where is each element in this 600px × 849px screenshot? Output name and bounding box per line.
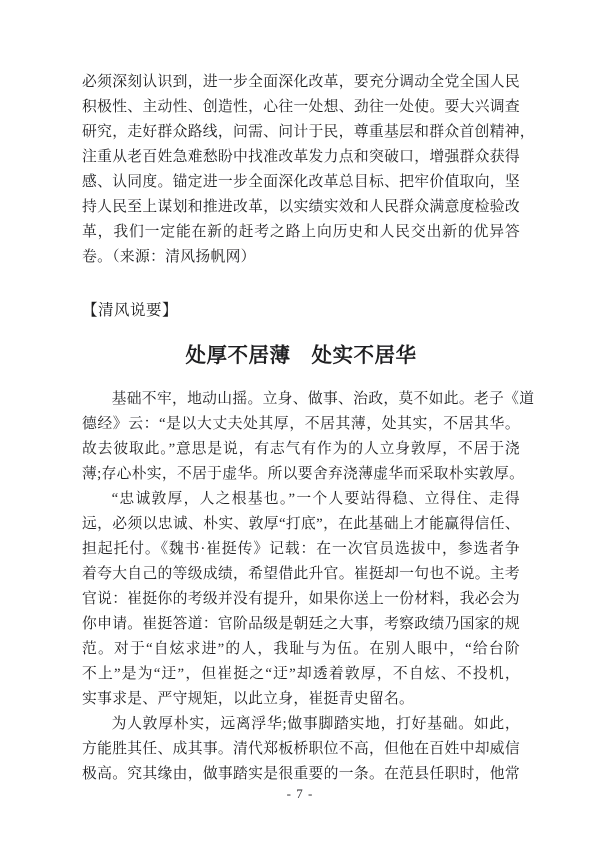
text-line: 德经》云：“是以大丈夫处其厚，不居其薄，处其实，不居其华。	[82, 416, 520, 432]
text-line: 不上”是为“迂”，但崔挺之“迂”却透着敦厚，不自炫、不投机，	[82, 666, 520, 682]
page-content	[82, 70, 535, 787]
article-paragraph-3	[82, 712, 520, 787]
article-paragraph-1	[82, 387, 535, 487]
text-line: 必须深刻认识到，进一步全面深化改革，要充分调动全党全国人民	[82, 74, 520, 90]
text-line: “忠诚敦厚，人之根基也。”一个人要站得稳、立得住、走得	[111, 491, 520, 507]
text-line: 极高。究其缘由，做事踏实是很重要的一条。在范县任职时，他常	[82, 766, 520, 782]
text-line: 卷。（来源：清风扬帆网）	[82, 249, 256, 265]
text-line: 革，我们一定能在新的赶考之路上向历史和人民交出新的优异答	[82, 224, 520, 240]
text-line: 基础不牢，地动山摇。立身、做事、治政，莫不如此。老子《道	[111, 391, 535, 407]
text-line: 担起托付。《魏书·崔挺传》记载：在一次官员选拔中，参选者争	[82, 541, 520, 557]
text-line: 实事求是、严守规矩，以此立身，崔挺青史留名。	[82, 691, 415, 707]
text-line: 持人民至上谋划和推进改革，以实绩实效和人民群众满意度检验改	[82, 199, 520, 215]
text-line: 你申请。崔挺答道：官阶品级是朝廷之大事，考察政绩乃国家的规	[82, 616, 520, 632]
article-paragraph-2	[82, 487, 520, 712]
text-line: 方能胜其任、成其事。清代郑板桥职位不高，但他在百姓中却威信	[82, 741, 520, 757]
text-line: 研究，走好群众路线，问需、问计于民，尊重基层和群众首创精神，	[82, 124, 535, 140]
page-number: - 7 -	[286, 786, 314, 801]
text-line: 远，必须以忠诚、朴实、敦厚“打底”，在此基础上才能赢得信任、	[82, 516, 520, 532]
text-line: 故去彼取此。”意思是说，有志气有作为的人立身敦厚，不居于浇	[82, 441, 520, 457]
text-line: 为人敦厚朴实，远离浮华;做事脚踏实地，打好基础。如此，	[111, 716, 520, 732]
text-line: 着夸大自己的等级成绩，希望借此升官。崔挺却一句也不说。主考	[82, 566, 520, 582]
section-label: 【清风说要】	[82, 302, 179, 319]
article-title: 处厚不居薄 处实不居华	[185, 345, 417, 367]
intro-paragraph	[82, 70, 535, 270]
text-line: 积极性、主动性、创造性，心往一处想、劲往一处使。要大兴调查	[82, 99, 520, 115]
text-line: 注重从老百姓急难愁盼中找准改革发力点和突破口，增强群众获得	[82, 149, 520, 165]
text-line: 感、认同度。锚定进一步全面深化改革总目标、把牢价值取向，坚	[82, 174, 520, 190]
text-line: 薄;存心朴实，不居于虚华。所以要舍弃浇薄虚华而采取朴实敦厚。	[82, 466, 525, 482]
text-line: 范。对于“自炫求进”的人，我耻与为伍。在别人眼中，“给台阶	[82, 641, 520, 657]
text-line: 官说：崔挺你的考级并没有提升，如果你送上一份材料，我必会为	[82, 591, 520, 607]
